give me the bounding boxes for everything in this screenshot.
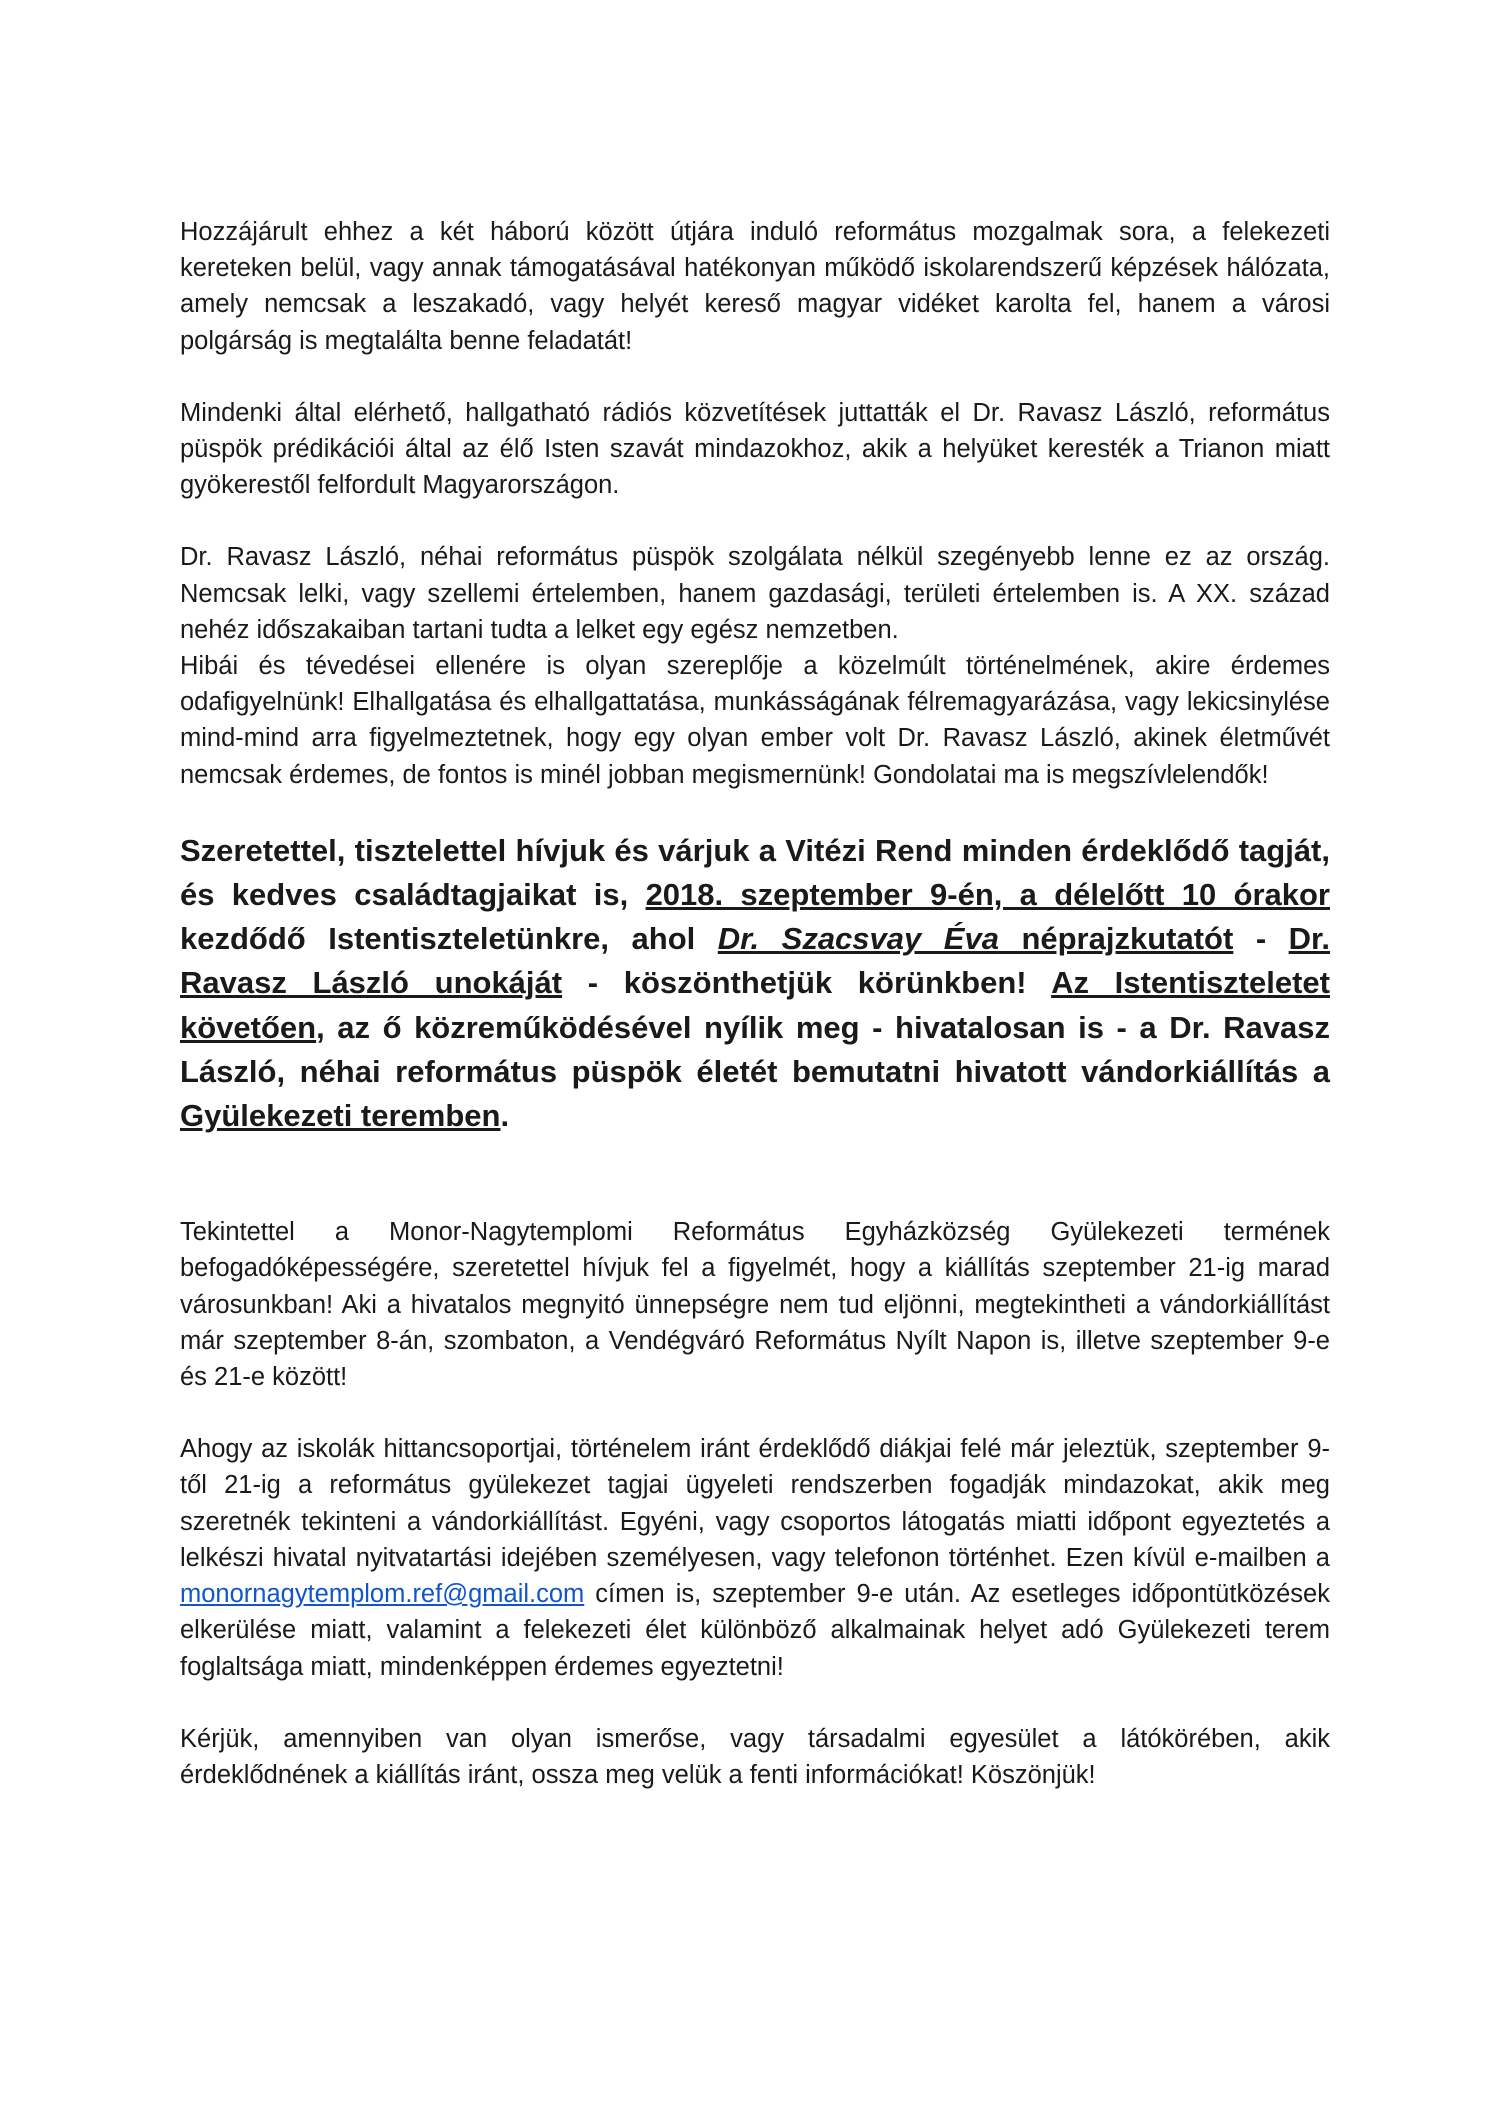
invitation-text: - köszönthetjük körünkben!: [562, 965, 1052, 1001]
email-link[interactable]: monornagytemplom.ref@gmail.com: [180, 1580, 585, 1609]
invitation-text: -: [1233, 921, 1289, 957]
invitation-text: .: [500, 1098, 510, 1134]
invitation-guest-name: Dr. Szacsvay Éva: [717, 921, 999, 957]
paragraph-legacy: Hibái és tévedései ellenére is olyan szereplője a közelmúlt történelmének, akire érdemes odafigyelnünk! Elhallgatása és elhallgattatása, munkásságának félremagyarázása, vagy lekicsinylése mind-mind arra figyelmeztetnek, hogy egy olyan ember volt Dr. Ravasz László, akinek életművét nemcsak érdemes, de fontos is minél jobban megismernünk! Gondolatai ma is megszívlelendők!: [180, 652, 1330, 789]
invitation-text: Szeretettel, tisztelettel hívjuk és várjuk a Vitézi Rend minden érdeklődő tagját, és kedves családtagjaikat is,: [180, 832, 1330, 913]
paragraph-bishop-service: Dr. Ravasz László, néhai református püspök szolgálata nélkül szegényebb lenne ez az ország. Nemcsak lelki, vagy szellemi értelemben, hanem gazdasági, területi értelemben is. A XX. század nehéz időszakaiban tartani tudta a lelket egy egész nemzetben.: [180, 543, 1330, 644]
document-page: [180, 214, 1330, 1793]
paragraph-exhibition-dates: Tekintettel a Monor-Nagytemplomi Református Egyházközség Gyülekezeti termének befogadóképességére, szeretettel hívjuk fel a figyelmét, hogy a kiállítás szeptember 21-ig marad városunkban! Aki a hivatalos megnyitó ünnepségre nem tud eljönni, megtekintheti a vándorkiállítást már szeptember 8-án, szombaton, a Vendégváró Református Nyílt Napon is, illetve szeptember 9-e és 21-e között!: [180, 1218, 1330, 1392]
invitation-guest-title: néprajzkutatót: [998, 921, 1234, 957]
invitation-paragraph: [180, 829, 1330, 1138]
paragraph-radio-broadcasts: Mindenki által elérhető, hallgatható rádiós közvetítések juttatták el Dr. Ravasz László, református püspök prédikációi által az élő Isten szavát mindazokhoz, akik a helyüket keresték a Trianon miatt gyökerestől felfordult Magyarországon.: [180, 398, 1330, 500]
paragraph-closing-request: Kérjük, amennyiben van olyan ismerőse, vagy társadalmi egyesület a látókörében, akik érdeklődnének a kiállítás iránt, ossza meg velük a fenti információkat! Köszönjük!: [180, 1724, 1330, 1789]
visiting-info-text: címen is, szeptember 9-e után. Az esetleges időpontütközések elkerülése miatt, valamint a felekezeti élet különböző alkalmainak helyet adó Gyülekezeti terem foglaltsága miatt, mindenképpen érdemes egyeztetni!: [180, 1580, 1330, 1681]
visiting-info-text: Ahogy az iskolák hittancsoportjai, történelem iránt érdeklődő diákjai felé már jeleztük, szeptember 9-től 21-ig a református gyülekezet tagjai ügyeleti rendszerben fogadják mindazokat, akik meg szeretnék tekinteni a vándorkiállítást. Egyéni, vagy csoportos látogatás miatti időpont egyeztetés a lelkészi hivatal nyitvatartási idejében személyesen, vagy telefonon történhet. Ezen kívül e-mailben a: [180, 1435, 1330, 1572]
paragraph-movements: Hozzájárult ehhez a két háború között útjára induló református mozgalmak sora, a felekezeti kereteken belül, vagy annak támogatásával hatékonyan működő iskolarendszerű képzések hálózata, amely nemcsak a leszakadó, vagy helyét kereső magyar vidéket karolta fel, hanem a városi polgárság is megtalálta benne feladatát!: [180, 218, 1330, 355]
invitation-guest-relation: Dr. Ravasz László unokáját: [180, 921, 1331, 1001]
invitation-text: , az ő közreműködésével nyílik meg - hivatalosan is - a Dr. Ravasz László, néhai református püspök életét bemutatni hivatott vándorkiállítás a: [180, 1009, 1330, 1089]
invitation-venue: Gyülekezeti teremben: [180, 1098, 501, 1134]
paragraph-visiting-info: [180, 1431, 1330, 1684]
invitation-after-service: Az Istentiszteletet követően: [180, 965, 1330, 1045]
invitation-date: 2018. szeptember 9-én, a délelőtt 10 órakor: [645, 877, 1330, 913]
invitation-text: kezdődő Istentiszteletünkre, ahol: [180, 921, 718, 957]
